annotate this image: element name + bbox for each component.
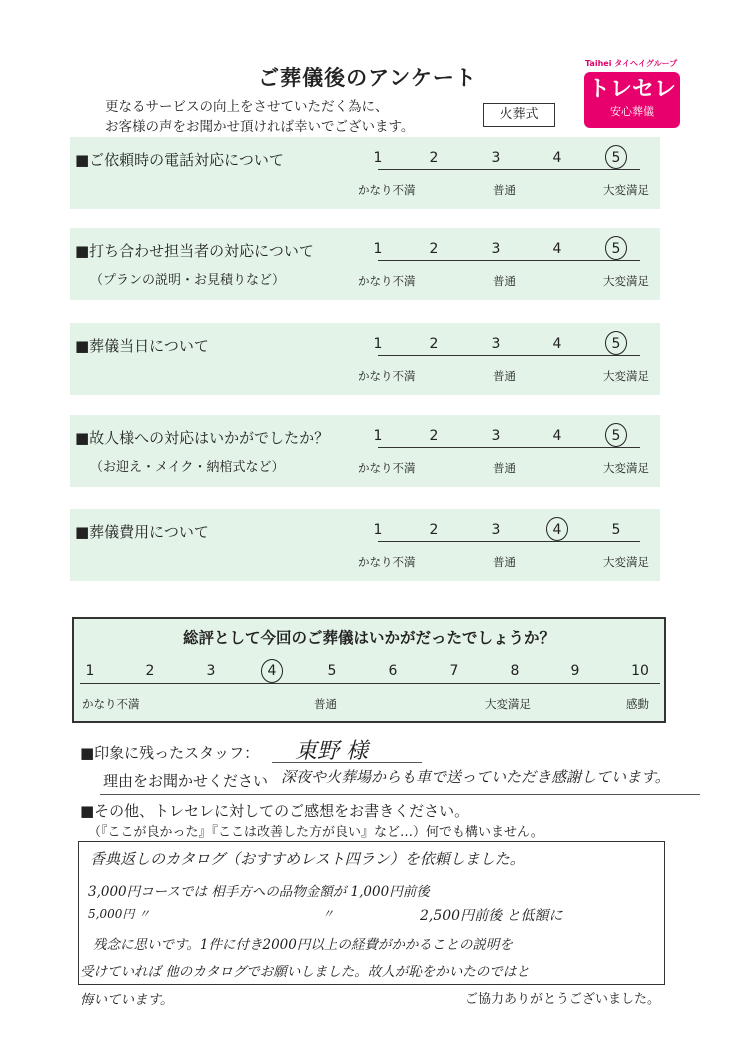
rating-number[interactable]: 4 — [552, 522, 562, 538]
rating-number[interactable]: 4 — [552, 241, 562, 257]
overall-rating-number[interactable]: 7 — [449, 663, 459, 679]
selected-rating-circle — [605, 331, 627, 355]
scale-label-low: かなり不満 — [358, 274, 416, 288]
rating-number[interactable]: 5 — [611, 150, 621, 166]
rating-number[interactable]: 1 — [373, 428, 383, 444]
reason-text: 深夜や火葬場からも車で送っていただき感謝しています。 — [281, 768, 670, 786]
question-label: ■故人様への対応はいかがでしたか？ — [75, 429, 330, 447]
question-band — [70, 323, 660, 395]
overall-rating-number[interactable]: 2 — [145, 663, 155, 679]
rating-number[interactable]: 4 — [552, 428, 562, 444]
overall-rating-number[interactable]: 9 — [570, 663, 580, 679]
scale-label-low: かなり不満 — [358, 555, 416, 569]
rating-number[interactable]: 1 — [373, 522, 383, 538]
intro-text — [105, 97, 414, 137]
scale-label-mid: 普通 — [493, 461, 516, 475]
comments-label: ■その他、トレセレに対してのご感想をお書きください。 — [80, 802, 470, 820]
overall-label-mid: 普通 — [314, 697, 337, 711]
reason-underline — [100, 794, 700, 795]
scale-label-low: かなり不満 — [358, 369, 416, 383]
overall-label-high: 大変満足 — [485, 697, 531, 711]
scale-label-mid: 普通 — [493, 183, 516, 197]
question-label: ■葬儀費用について — [75, 523, 209, 541]
intro-line-1: 更なるサービスの向上をさせていただく為に、 — [105, 99, 389, 115]
overall-rating-number[interactable]: 5 — [327, 663, 337, 679]
comment-line-1: 香典返しのカタログ（おすすめレスト四ラン）を依頼しました。 — [90, 850, 525, 868]
overall-selected-circle — [261, 659, 283, 683]
rating-number[interactable]: 2 — [429, 241, 439, 257]
scale-label-high: 大変満足 — [603, 369, 649, 383]
selected-rating-circle — [605, 145, 627, 169]
selected-rating-circle — [605, 236, 627, 260]
scale-label-low: かなり不満 — [358, 461, 416, 475]
staff-name: 東野 様 — [295, 739, 368, 764]
brand-logo-name: トレセレ — [587, 77, 676, 102]
page-title: ご葬儀後のアンケート — [258, 66, 477, 90]
scale-label-mid: 普通 — [493, 274, 516, 288]
comment-line-3a: 5,000円 〃 — [88, 907, 151, 921]
selected-rating-circle — [605, 423, 627, 447]
rating-scale-line — [378, 169, 640, 170]
footer-thanks: ご協力ありがとうございました。 — [465, 992, 661, 1007]
question-label: ■打ち合わせ担当者の対応について — [75, 242, 314, 260]
overall-rating-number[interactable]: 3 — [206, 663, 216, 679]
question-label: ■ご依頼時の電話対応について — [75, 151, 284, 169]
question-band — [70, 228, 660, 300]
comment-line-3b: 〃 — [322, 907, 335, 921]
question-band — [70, 137, 660, 209]
scale-label-low: かなり不満 — [358, 183, 416, 197]
rating-number[interactable]: 3 — [491, 150, 501, 166]
rating-number[interactable]: 2 — [429, 336, 439, 352]
overall-title: 総評として今回のご葬儀はいかがだったでしょうか？ — [182, 629, 555, 647]
scale-label-mid: 普通 — [493, 555, 516, 569]
comment-line-2: 3,000円コースでは 相手方への品物金額が 1,000円前後 — [88, 884, 430, 900]
brand-logo — [584, 72, 680, 128]
rating-number[interactable]: 4 — [552, 150, 562, 166]
overall-rating-number[interactable]: 8 — [510, 663, 520, 679]
overall-rating-number[interactable]: 4 — [267, 663, 277, 679]
rating-number[interactable]: 2 — [429, 522, 439, 538]
comment-line-3c: 2,500円前後 と低額に — [420, 908, 563, 924]
rating-number[interactable]: 3 — [491, 336, 501, 352]
scale-label-high: 大変満足 — [603, 461, 649, 475]
overall-rating-number[interactable]: 1 — [85, 663, 95, 679]
scale-label-high: 大変満足 — [603, 274, 649, 288]
overall-label-low: かなり不満 — [82, 697, 140, 711]
ceremony-type-box: 火葬式 — [483, 103, 555, 127]
scale-label-high: 大変満足 — [603, 183, 649, 197]
comment-line-5: 受けていれば 他のカタログでお願いしました。故人が恥をかいたのではと — [80, 964, 530, 980]
brand-logo-sub: 安心葬儀 — [610, 105, 654, 118]
rating-number[interactable]: 5 — [611, 241, 621, 257]
staff-underline — [272, 762, 422, 763]
question-band — [70, 509, 660, 581]
rating-number[interactable]: 3 — [491, 428, 501, 444]
overall-label-top: 感動 — [626, 697, 649, 711]
staff-label: ■印象に残ったスタッフ： — [80, 744, 260, 762]
rating-number[interactable]: 1 — [373, 336, 383, 352]
rating-number[interactable]: 5 — [611, 522, 621, 538]
rating-number[interactable]: 2 — [429, 428, 439, 444]
question-label: ■葬儀当日について — [75, 337, 209, 355]
comment-line-6: 悔いています。 — [80, 992, 174, 1008]
selected-rating-circle — [546, 517, 568, 541]
rating-scale-line — [378, 541, 640, 542]
intro-line-2: お客様の声をお聞かせ頂ければ幸いでございます。 — [105, 119, 415, 135]
rating-number[interactable]: 4 — [552, 336, 562, 352]
rating-number[interactable]: 2 — [429, 150, 439, 166]
overall-scale-line — [80, 683, 660, 684]
overall-rating-number[interactable]: 6 — [388, 663, 398, 679]
scale-label-high: 大変満足 — [603, 555, 649, 569]
group-logo-text: Taihei タイヘイグループ — [585, 59, 678, 68]
reason-label: 理由をお聞かせください — [103, 772, 269, 790]
rating-number[interactable]: 3 — [491, 241, 501, 257]
comments-note: （『ここが良かった』『ここは改善した方が良い』など…）何でも構いません。 — [88, 825, 544, 840]
question-band — [70, 415, 660, 487]
comment-line-4: 残念に思いです。1件に付き2000円以上の経費がかかることの説明を — [93, 937, 513, 953]
rating-number[interactable]: 1 — [373, 241, 383, 257]
rating-scale-line — [378, 447, 640, 448]
rating-number[interactable]: 5 — [611, 336, 621, 352]
rating-scale-line — [378, 260, 640, 261]
rating-number[interactable]: 5 — [611, 428, 621, 444]
rating-scale-line — [378, 355, 640, 356]
overall-rating-number[interactable]: 10 — [631, 663, 649, 679]
question-sublabel: （お迎え・メイク・納棺式など） — [90, 460, 285, 475]
scale-label-mid: 普通 — [493, 369, 516, 383]
question-sublabel: （プランの説明・お見積りなど） — [90, 273, 286, 288]
rating-number[interactable]: 3 — [491, 522, 501, 538]
rating-number[interactable]: 1 — [373, 150, 383, 166]
